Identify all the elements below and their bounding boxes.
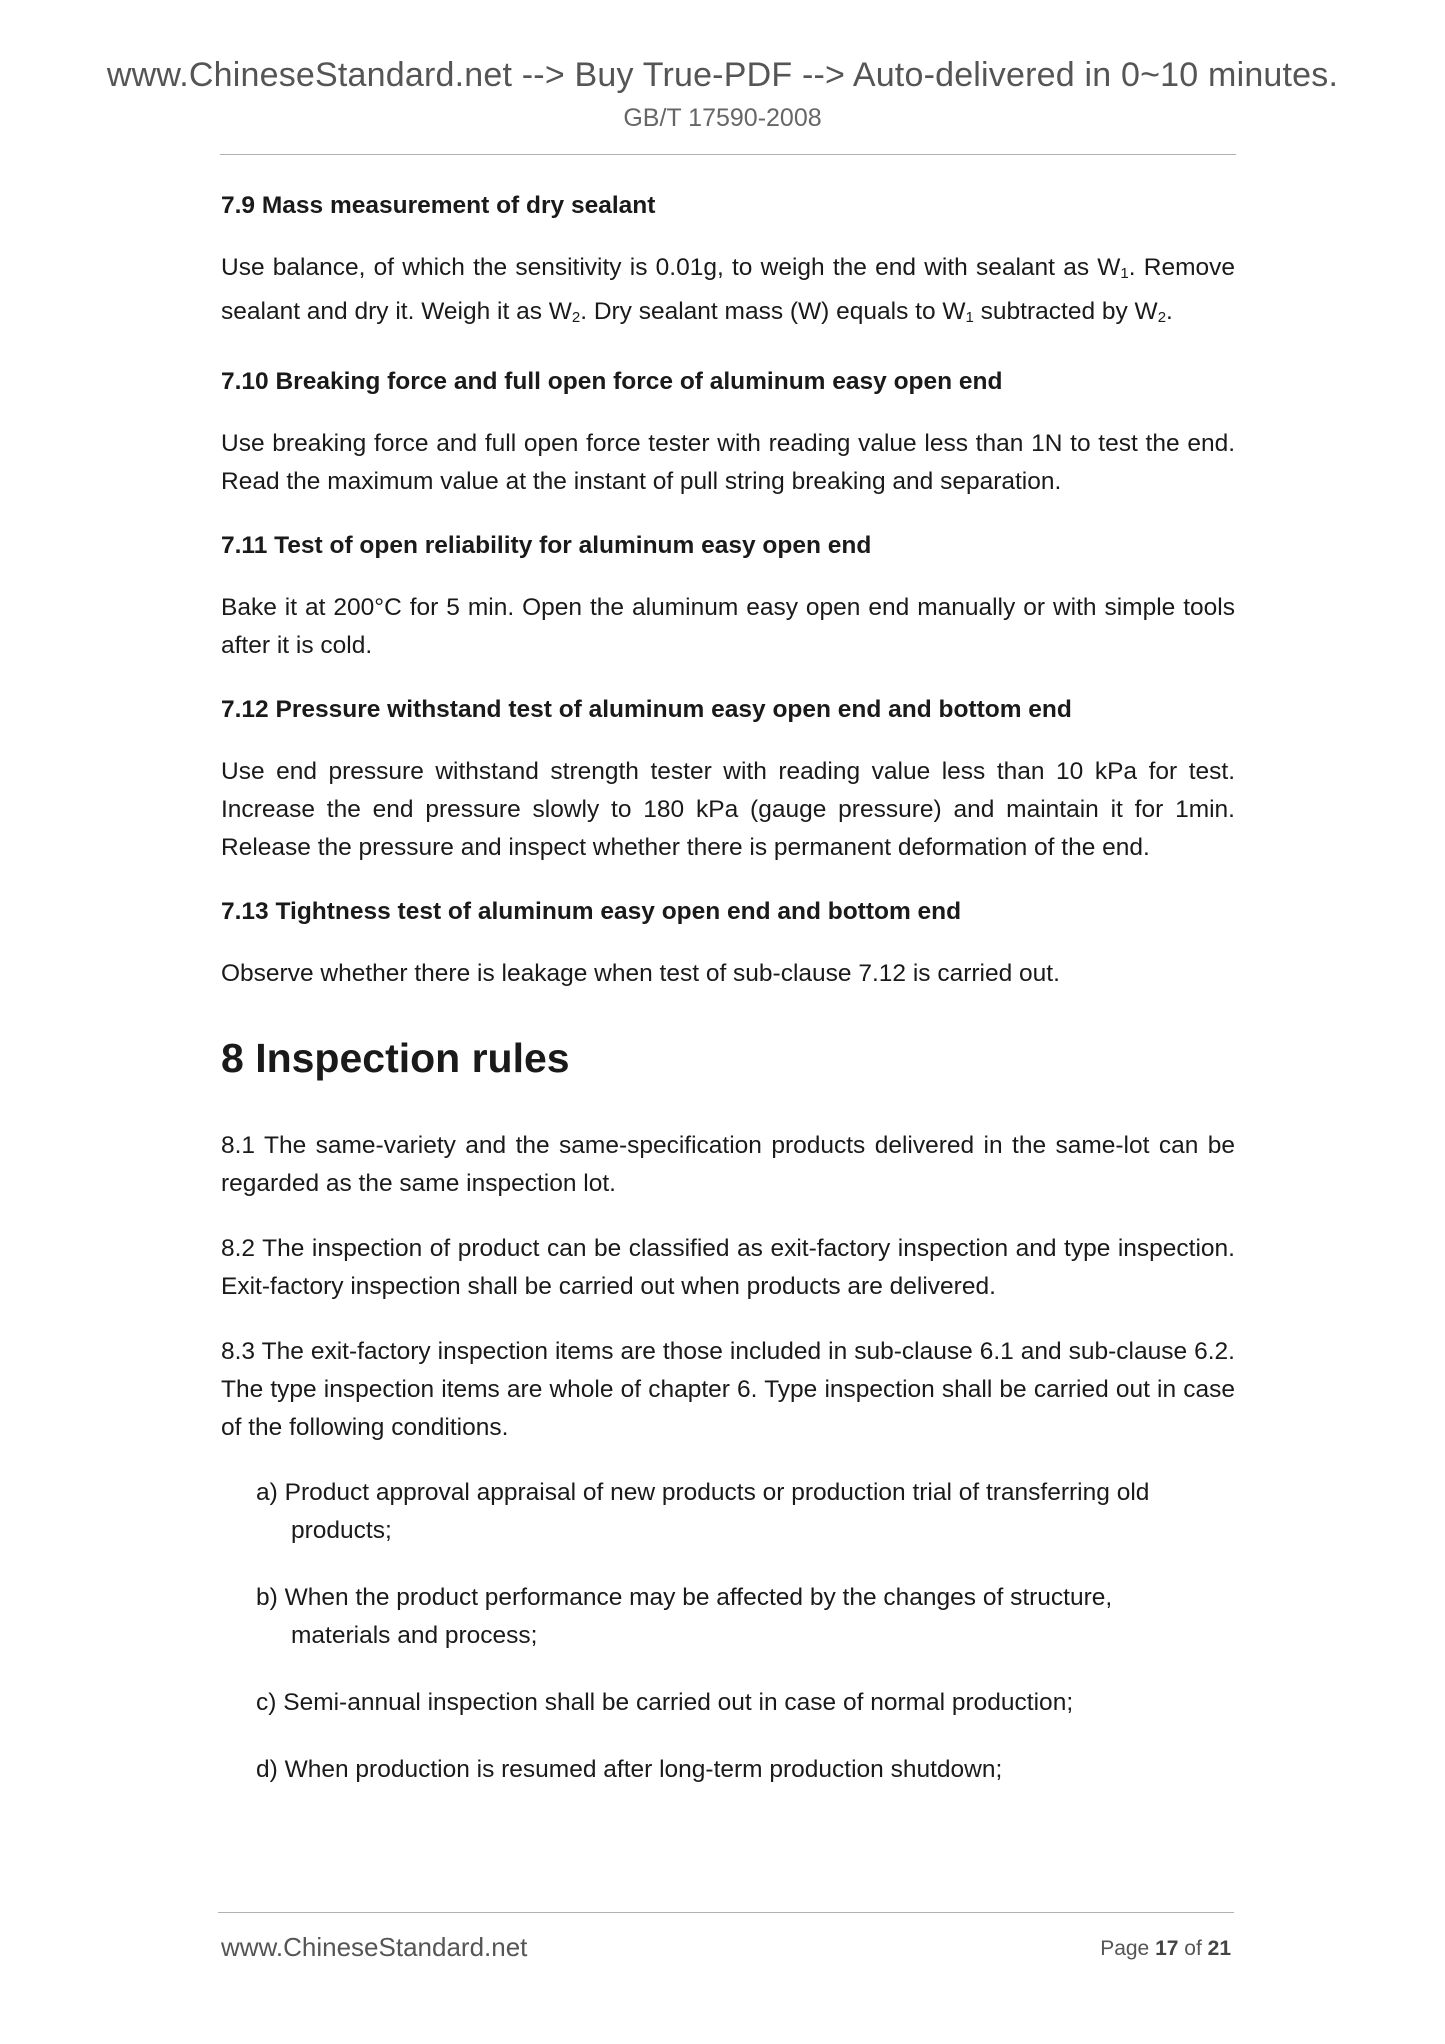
section-7-12-text: Use end pressure withstand strength tester with reading value less than 10 kPa for test. Increase the end pressure slowly to 180 kPa (gauge pressure) and maintain it for 1min. Release the pressure and inspect whether there is permanent deformation of the end. [221,758,1235,861]
section-7-9-text [221,249,1235,337]
text-run: . Dry sealant mass (W) equals to W [580,298,966,325]
list-marker: a) [256,1479,278,1506]
subscript: 1 [965,309,974,326]
section-7-12-title: 7.12 Pressure withstand test of aluminum easy open end and bottom end [221,696,1072,723]
total-pages: 21 [1207,1937,1231,1960]
subscript: 2 [1157,309,1167,326]
of-label: of [1184,1937,1202,1960]
page-body [221,188,1235,1818]
subscript: 1 [1120,265,1129,282]
clause-8-3: 8.3 The exit-factory inspection items are those included in sub-clause 6.1 and sub-clause 6.2. The type inspection items are whole of chapter 6. Type inspection shall be carried out in case of the following conditions. [221,1338,1235,1441]
list-item [221,1684,1235,1722]
list-item-text: When the product performance may be affected by the changes of structure, [284,1584,1113,1611]
page-number [1100,1937,1231,1961]
subscript: 2 [571,309,581,326]
list-item [221,1579,1235,1655]
chapter-8-title: 8 Inspection rules [221,1035,570,1081]
section-7-10-text: Use breaking force and full open force tester with reading value less than 1N to test the end. Read the maximum value at the instant of pull string breaking and separation. [221,430,1235,495]
list-item-text: Semi-annual inspection shall be carried out in case of normal production; [283,1689,1074,1716]
list-item-text: Product approval appraisal of new products or production trial of transferring old [284,1479,1150,1506]
text-run: Use balance, of which the sensitivity is 0.01g, to weigh the end with sealant as W [221,254,1121,281]
footer-site-link[interactable]: www.ChineseStandard.net [221,1932,528,1962]
text-run: . [1166,298,1173,325]
clause-8-1: 8.1 The same-variety and the same-specification products delivered in the same-lot can be regarded as the same inspection lot. [221,1132,1235,1197]
list-marker: d) [256,1756,278,1783]
section-7-13-text: Observe whether there is leakage when test of sub-clause 7.12 is carried out. [221,960,1060,987]
document-id: GB/T 17590-2008 [623,104,822,132]
header-divider [220,154,1236,155]
page-label: Page [1100,1937,1150,1960]
header-banner: www.ChineseStandard.net --> Buy True-PDF --> Auto-delivered in 0~10 minutes. [106,56,1339,94]
section-7-11-text: Bake it at 200°C for 5 min. Open the aluminum easy open end manually or with simple tools after it is cold. [221,594,1235,659]
section-7-11-title: 7.11 Test of open reliability for aluminum easy open end [221,532,872,559]
footer-divider [218,1912,1234,1913]
text-run: . Remove sealant and dry it. Weigh it as W [221,254,1236,325]
list-marker: b) [256,1584,278,1611]
clause-8-2: 8.2 The inspection of product can be classified as exit-factory inspection and type inspection. Exit-factory inspection shall be carried out when products are delivered. [221,1235,1235,1300]
list-item-text: When production is resumed after long-term production shutdown; [284,1756,1003,1783]
section-7-13-title: 7.13 Tightness test of aluminum easy open end and bottom end [221,898,962,925]
text-run: subtracted by W [973,298,1158,325]
list-item [221,1751,1235,1789]
list-item-continuation: products; [291,1517,392,1544]
list-item [221,1474,1235,1550]
section-7-10-title: 7.10 Breaking force and full open force of aluminum easy open end [221,368,1003,395]
current-page: 17 [1155,1937,1179,1960]
list-marker: c) [256,1689,277,1716]
section-7-9-title: 7.9 Mass measurement of dry sealant [221,192,656,219]
list-item-continuation: materials and process; [291,1622,538,1649]
